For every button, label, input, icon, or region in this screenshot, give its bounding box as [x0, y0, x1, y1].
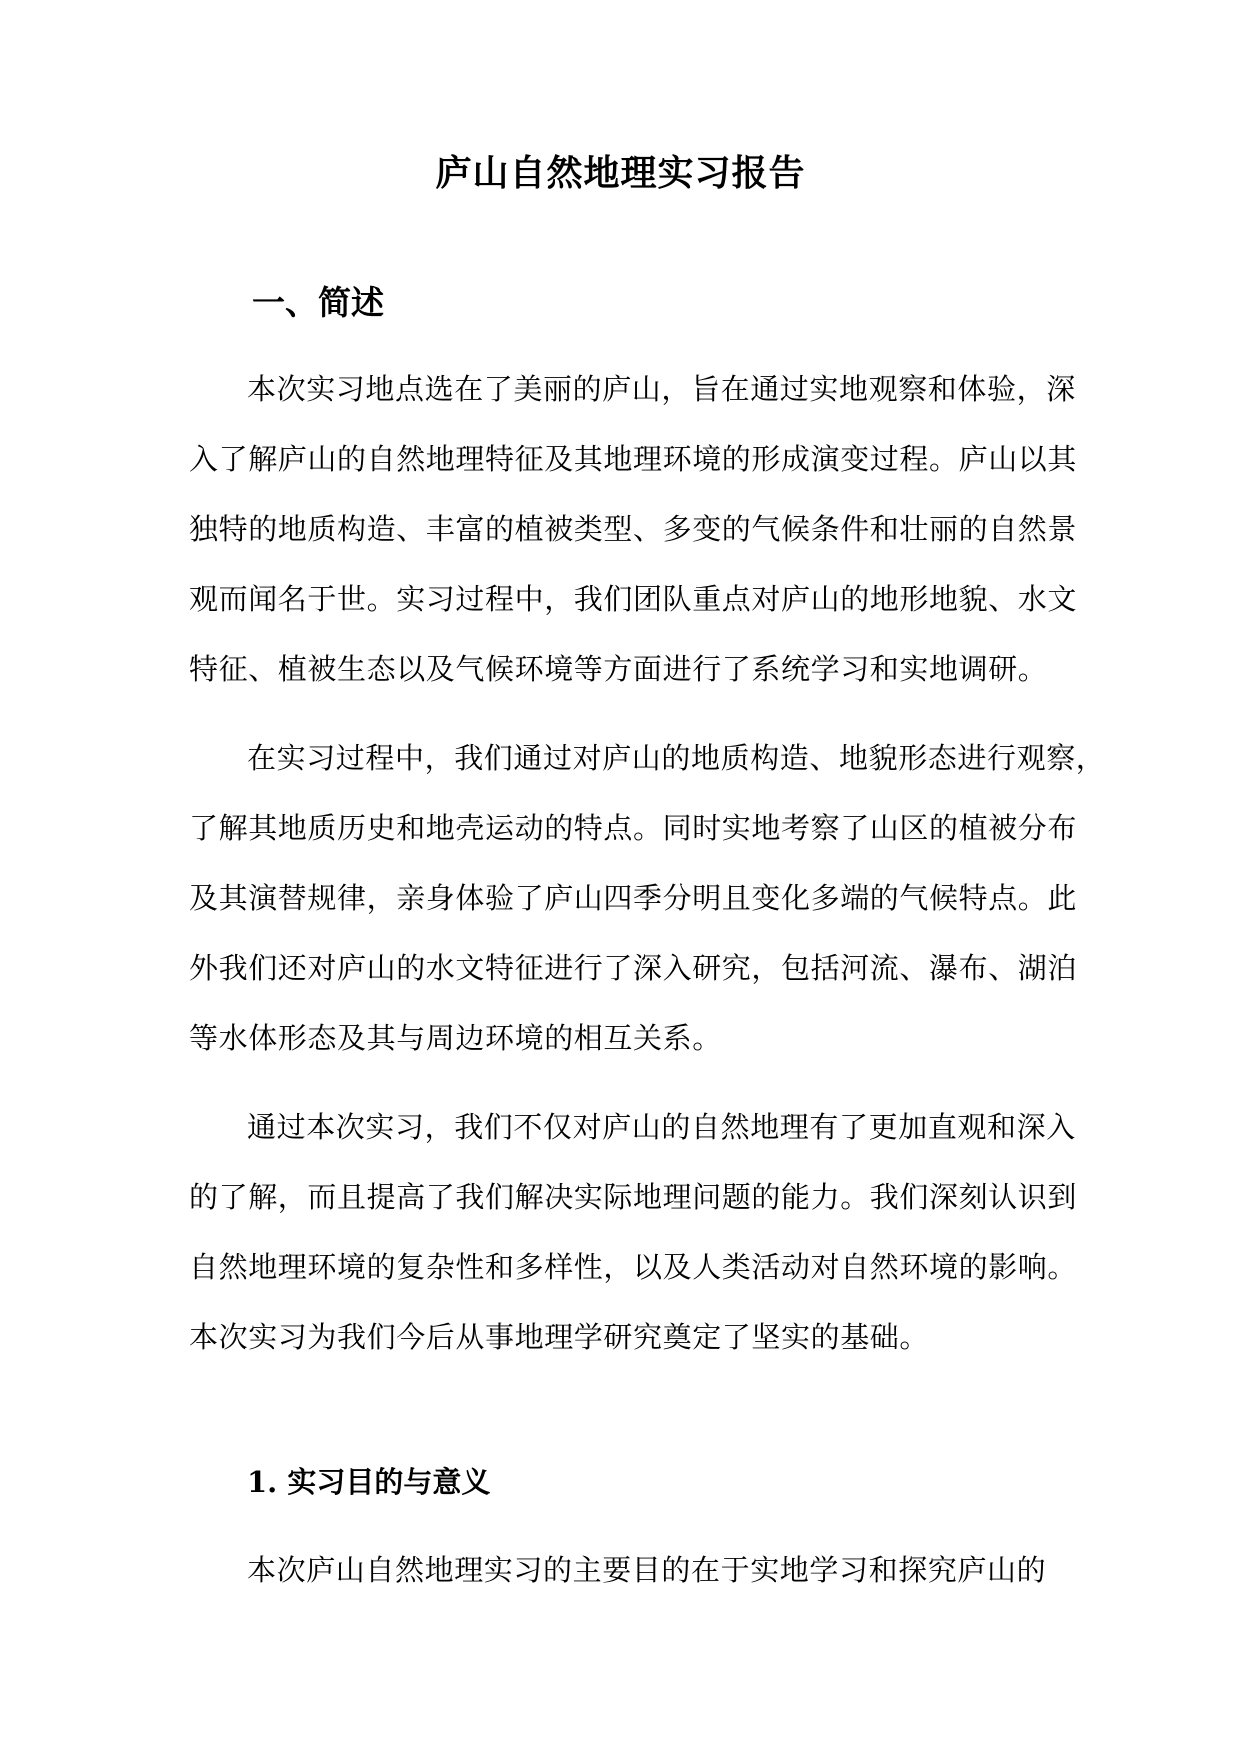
paragraph-line: 本次庐山自然地理实习的主要目的在于实地学习和探究庐山的 — [247, 1553, 1047, 1587]
paragraph-line: 等水体形态及其与周边环境的相互关系。 — [189, 1021, 722, 1055]
section-heading: 一、简述 — [252, 283, 384, 322]
paragraph-line: 在实习过程中，我们通过对庐山的地质构造、地貌形态进行观察， — [247, 741, 1106, 775]
subsection-heading: 1. 实习目的与意义 — [247, 1465, 491, 1499]
paragraph-line: 及其演替规律，亲身体验了庐山四季分明且变化多端的气候特点。此 — [189, 881, 1078, 915]
paragraph-line: 了解其地质历史和地壳运动的特点。同时实地考察了山区的植被分布 — [189, 811, 1078, 845]
paragraph-line: 自然地理环境的复杂性和多样性，以及人类活动对自然环境的影响。 — [189, 1250, 1078, 1284]
paragraph-line: 通过本次实习，我们不仅对庐山的自然地理有了更加直观和深入 — [247, 1110, 1076, 1144]
paragraph-line: 特征、植被生态以及气候环境等方面进行了系统学习和实地调研。 — [189, 652, 1048, 686]
paragraph-line: 本次实习为我们今后从事地理学研究奠定了坚实的基础。 — [189, 1320, 930, 1354]
paragraph-line: 独特的地质构造、丰富的植被类型、多变的气候条件和壮丽的自然景 — [189, 512, 1078, 546]
paragraph-line: 入了解庐山的自然地理特征及其地理环境的形成演变过程。庐山以其 — [189, 442, 1078, 476]
paragraph-line: 的了解，而且提高了我们解决实际地理问题的能力。我们深刻认识到 — [189, 1180, 1078, 1214]
document-title: 庐山自然地理实习报告 — [435, 152, 806, 194]
paragraph-line: 本次实习地点选在了美丽的庐山，旨在通过实地观察和体验，深 — [247, 372, 1076, 406]
paragraph-line: 观而闻名于世。实习过程中，我们团队重点对庐山的地形地貌、水文 — [189, 582, 1078, 616]
paragraph-line: 外我们还对庐山的水文特征进行了深入研究，包括河流、瀑布、湖泊 — [189, 951, 1078, 985]
